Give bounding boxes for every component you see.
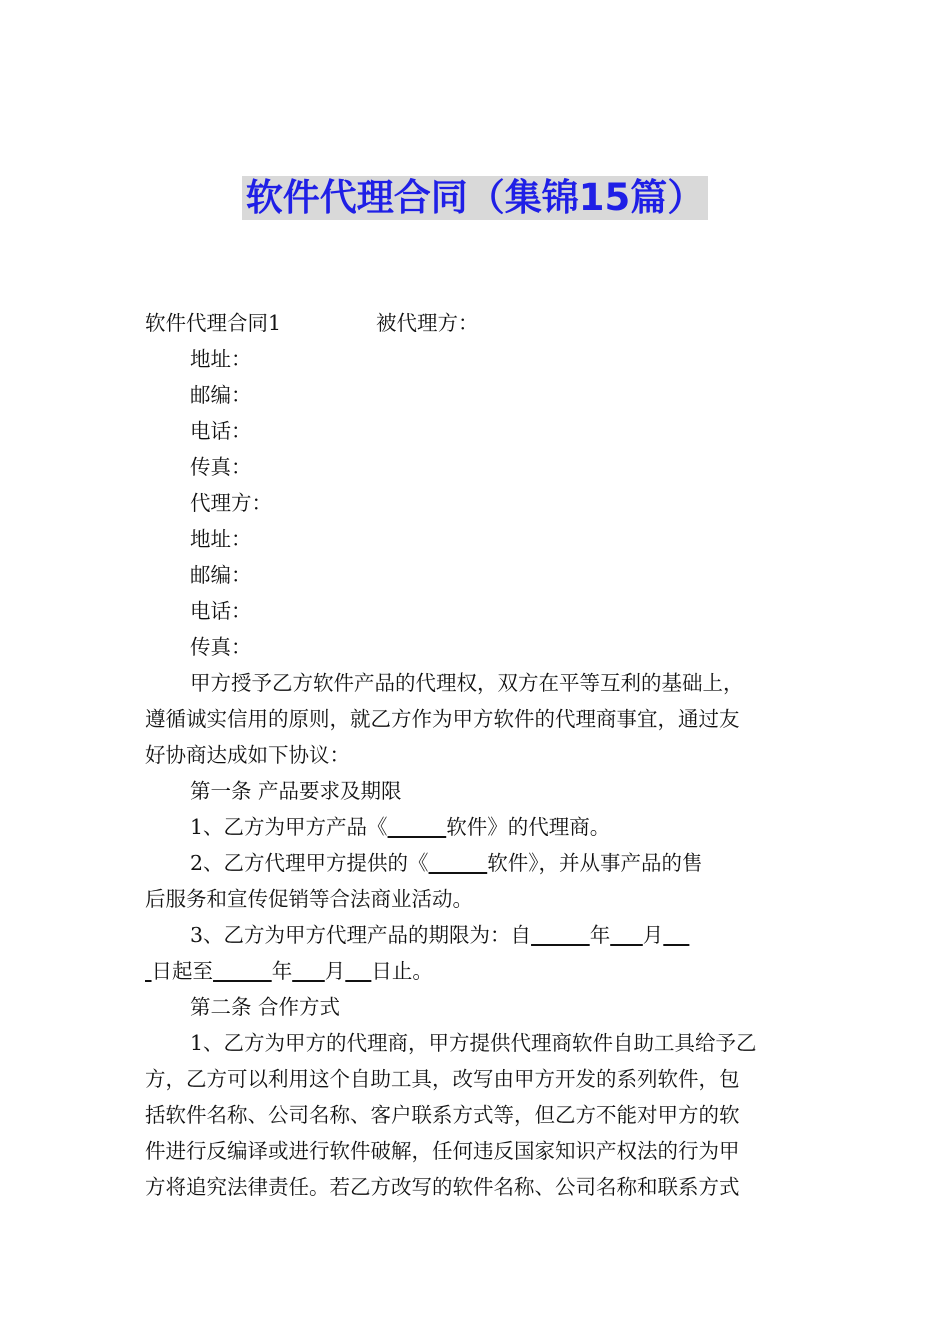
blank-line	[345, 959, 371, 983]
article-2-line-3: 括软件名称、公司名称、客户联系方式等，但乙方不能对甲方的软	[145, 1103, 740, 1127]
agent-postcode: 邮编：	[190, 563, 252, 587]
blank-line	[429, 851, 488, 875]
intro-line-1: 甲方授予乙方软件产品的代理权，双方在平等互利的基础上，	[190, 671, 744, 695]
blank-line	[388, 815, 447, 839]
blank-line	[213, 959, 272, 983]
title-wrap	[0, 176, 950, 220]
article-1-clause-1	[145, 809, 807, 845]
blank-line	[292, 959, 325, 983]
blank-line	[531, 923, 590, 947]
intro-line-2: 遵循诚实信用的原则，就乙方作为甲方软件的代理商事宜，通过友	[145, 707, 740, 731]
agent-phone: 电话：	[190, 599, 252, 623]
clause-text: 软件》，并从事产品的售	[487, 851, 703, 875]
principal-address: 地址：	[190, 347, 252, 371]
agent-label: 代理方：	[190, 491, 272, 515]
principal-fax: 传真：	[190, 455, 252, 479]
agent-address: 地址：	[190, 527, 252, 551]
article-1-title: 第一条 产品要求及期限	[190, 779, 402, 803]
blank-line	[610, 923, 643, 947]
clause-text: 月	[642, 923, 664, 947]
document-body	[145, 305, 807, 1205]
article-1-clause-3-cont	[145, 953, 807, 989]
clause-text: 日起至	[151, 959, 214, 983]
clause-text: 年	[271, 959, 293, 983]
article-2-line-4: 件进行反编译或进行软件破解，任何违反国家知识产权法的行为甲	[145, 1139, 740, 1163]
clause-text: 2、乙方代理甲方提供的《	[190, 851, 429, 875]
blank-line	[663, 923, 689, 947]
clause-text: 日止。	[371, 959, 433, 983]
article-1-clause-2	[145, 845, 807, 881]
article-2-line-1: 1、乙方为甲方的代理商，甲方提供代理商软件自助工具给予乙	[190, 1031, 757, 1055]
heading-line	[145, 305, 807, 341]
article-2-line-5: 方将追究法律责任。若乙方改写的软件名称、公司名称和联系方式	[145, 1175, 740, 1199]
principal-postcode: 邮编：	[190, 383, 252, 407]
clause-text: 3、乙方为甲方代理产品的期限为：自	[190, 923, 532, 947]
intro-line-3: 好协商达成如下协议：	[145, 743, 350, 767]
document-title: 软件代理合同（集锦15篇）	[242, 176, 709, 220]
article-2-title: 第二条 合作方式	[190, 995, 341, 1019]
clause-text: 1、乙方为甲方产品《	[190, 815, 388, 839]
clause-text: 软件》的代理商。	[446, 815, 611, 839]
article-2-line-2: 方，乙方可以利用这个自助工具，改写由甲方开发的系列软件，包	[145, 1067, 740, 1091]
principal-phone: 电话：	[190, 419, 252, 443]
agent-fax: 传真：	[190, 635, 252, 659]
clause-text: 月	[324, 959, 346, 983]
article-1-clause-2-cont: 后服务和宣传促销等合法商业活动。	[145, 887, 473, 911]
contract-heading: 软件代理合同1	[145, 311, 282, 335]
clause-text: 年	[589, 923, 611, 947]
article-1-clause-3	[145, 917, 807, 953]
principal-label: 被代理方：	[376, 311, 479, 335]
